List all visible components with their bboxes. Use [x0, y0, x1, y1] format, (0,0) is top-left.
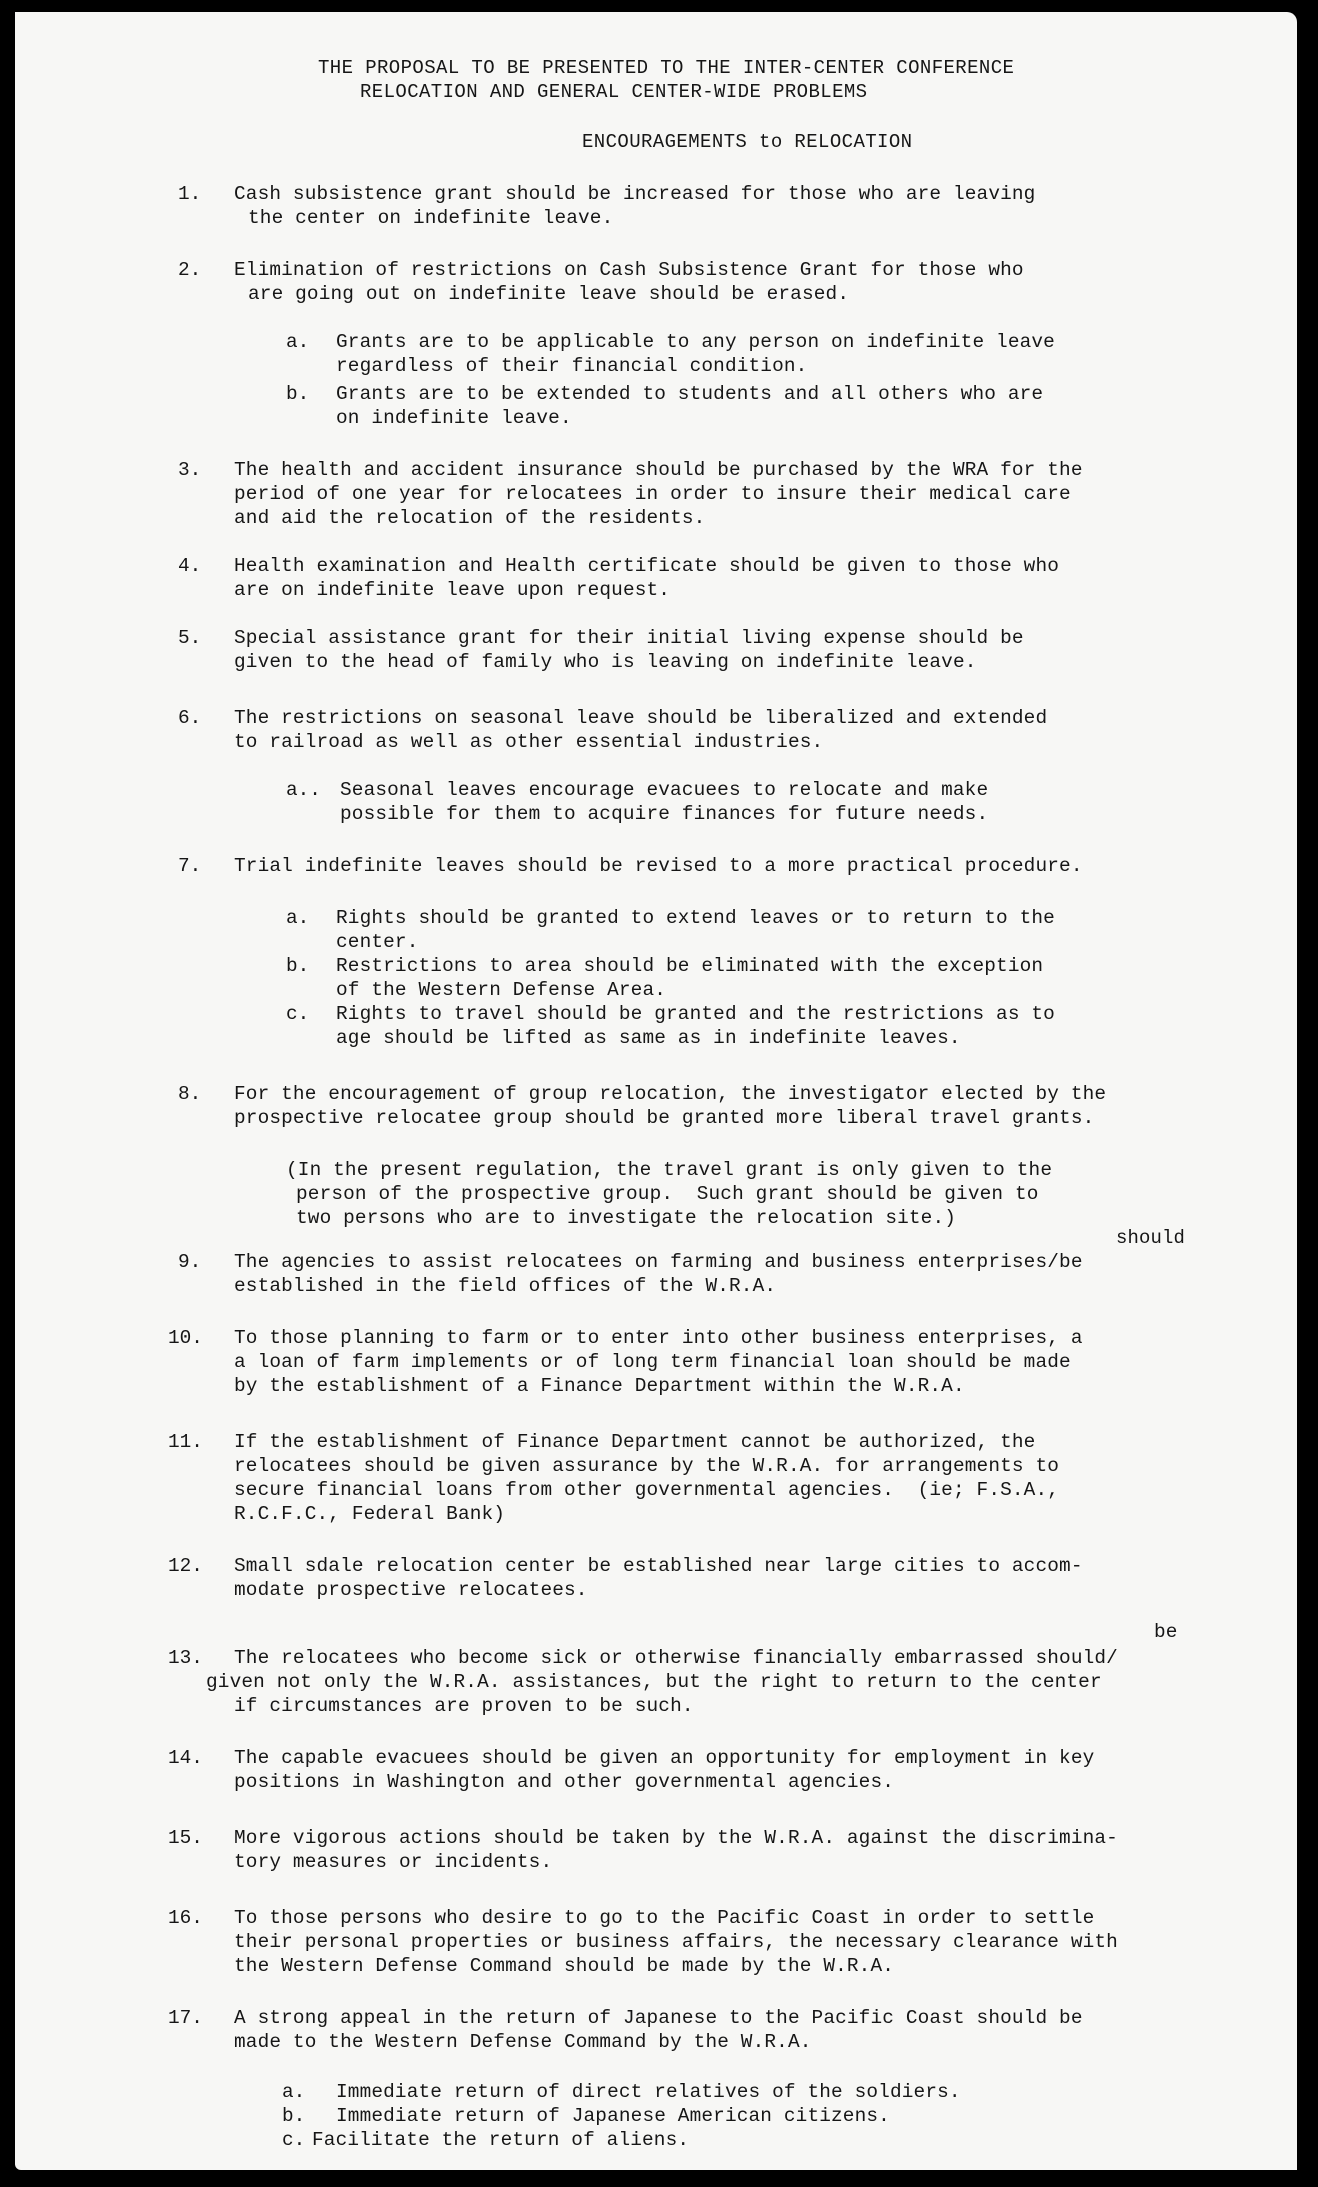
item-text-line: The agencies to assist relocatees on farming and business enterprises/be [234, 1251, 1083, 1273]
sub-item-text-line: of the Western Defense Area. [336, 979, 667, 1001]
sub-item-label: a. [286, 907, 310, 929]
sub-item-text-line: Restrictions to area should be eliminated with the exception [336, 955, 1044, 977]
sub-item-label: c. [286, 1003, 310, 1025]
document-title-line-1: THE PROPOSAL TO BE PRESENTED TO THE INTER-CENTER CONFERENCE [318, 57, 1015, 79]
item-text-line: given not only the W.R.A. assistances, but the right to return to the center [206, 1671, 1102, 1693]
item-text-line: More vigorous actions should be taken by the W.R.A. against the discrimina- [234, 1827, 1118, 1849]
item-text-line: period of one year for relocatees in order to insure their medical care [234, 483, 1071, 505]
sub-item-label: a. [286, 331, 310, 353]
item-text-line: Special assistance grant for their initial living expense should be [234, 627, 1024, 649]
item-text-line: positions in Washington and other governmental agencies. [234, 1771, 895, 1793]
section-heading: ENCOURAGEMENTS to RELOCATION [582, 131, 913, 153]
item-text-line: Trial indefinite leaves should be revised to a more practical procedure. [234, 855, 1083, 877]
sub-item-text-line: possible for them to acquire finances for future needs. [340, 803, 989, 825]
item-note-line: two persons who are to investigate the relocation site.) [296, 1207, 957, 1229]
item-text-line: For the encouragement of group relocation, the investigator elected by the [234, 1083, 1107, 1105]
item-number: 9. [178, 1251, 202, 1273]
item-text-line: are on indefinite leave upon request. [234, 579, 671, 601]
item-text-line: given to the head of family who is leaving on indefinite leave. [234, 651, 977, 673]
sub-item-text-line: on indefinite leave. [336, 407, 572, 429]
item-number: 14. [168, 1747, 203, 1769]
item-text-line: Health examination and Health certificate should be given to those who [234, 555, 1060, 577]
item-text-line: a loan of farm implements or of long term financial loan should be made [234, 1351, 1071, 1373]
item-number: 12. [168, 1555, 203, 1577]
sub-item-label: c. [282, 2129, 306, 2151]
item-number: 4. [178, 555, 202, 577]
item-text-line: relocatees should be given assurance by the W.R.A. for arrangements to [234, 1455, 1060, 1477]
item-text-line: secure financial loans from other governmental agencies. (ie; F.S.A., [234, 1479, 1060, 1501]
item-text-line: The restrictions on seasonal leave should be liberalized and extended [234, 707, 1048, 729]
sub-item-text-line: center. [336, 931, 419, 953]
item-text-line: The capable evacuees should be given an opportunity for employment in key [234, 1747, 1095, 1769]
sub-item-label: a. [282, 2081, 306, 2103]
sub-item-label: a.. [286, 779, 321, 801]
sub-item-text-line: Facilitate the return of aliens. [312, 2129, 690, 2151]
item-text-line: The health and accident insurance should be purchased by the WRA for the [234, 459, 1083, 481]
sub-item-label: b. [286, 955, 310, 977]
sub-item-text-line: Immediate return of Japanese American citizens. [336, 2105, 890, 2127]
item-number: 8. [178, 1083, 202, 1105]
item-text-line: R.C.F.C., Federal Bank) [234, 1503, 506, 1525]
item-number: 3. [178, 459, 202, 481]
item-text-line: If the establishment of Finance Department cannot be authorized, the [234, 1431, 1036, 1453]
item-text-line: established in the field offices of the W.R.A. [234, 1275, 777, 1297]
item-number: 1. [178, 183, 202, 205]
item-text-line: are going out on indefinite leave should be erased. [248, 283, 850, 305]
sub-item-text-line: Grants are to be extended to students and all others who are [336, 383, 1044, 405]
item-text-line: if circumstances are proven to be such. [234, 1695, 694, 1717]
sub-item-label: b. [286, 383, 310, 405]
handwritten-insertion: be [1154, 1621, 1178, 1643]
item-text-line: To those persons who desire to go to the Pacific Coast in order to settle [234, 1907, 1095, 1929]
item-number: 6. [178, 707, 202, 729]
document-title-line-2: RELOCATION AND GENERAL CENTER-WIDE PROBLEMS [360, 81, 868, 103]
handwritten-insertion: should [1116, 1227, 1186, 1249]
item-number: 11. [168, 1431, 203, 1453]
sub-item-label: b. [282, 2105, 306, 2127]
item-number: 7. [178, 855, 202, 877]
item-number: 13. [168, 1647, 203, 1669]
item-text-line: made to the Western Defense Command by the W.R.A. [234, 2031, 812, 2053]
item-text-line: Small sdale relocation center be established near large cities to accom- [234, 1555, 1083, 1577]
item-note-line: person of the prospective group. Such grant should be given to [296, 1183, 1039, 1205]
sub-item-text-line: Rights should be granted to extend leaves or to return to the [336, 907, 1055, 929]
item-text-line: their personal properties or business affairs, the necessary clearance with [234, 1931, 1118, 1953]
item-text-line: A strong appeal in the return of Japanese to the Pacific Coast should be [234, 2007, 1083, 2029]
sub-item-text-line: age should be lifted as same as in indefinite leaves. [336, 1027, 961, 1049]
item-text-line: the center on indefinite leave. [248, 207, 614, 229]
item-number: 16. [168, 1907, 203, 1929]
item-number: 5. [178, 627, 202, 649]
item-text-line: The relocatees who become sick or otherwise financially embarrassed should/ [234, 1647, 1118, 1669]
sub-item-text-line: Rights to travel should be granted and the restrictions as to [336, 1003, 1055, 1025]
item-text-line: the Western Defense Command should be made by the W.R.A. [234, 1955, 895, 1977]
sub-item-text-line: Seasonal leaves encourage evacuees to relocate and make [340, 779, 989, 801]
item-number: 15. [168, 1827, 203, 1849]
item-text-line: to railroad as well as other essential industries. [234, 731, 824, 753]
item-number: 17. [168, 2007, 203, 2029]
sub-item-text-line: regardless of their financial condition. [336, 355, 808, 377]
sub-item-text-line: Immediate return of direct relatives of the soldiers. [336, 2081, 961, 2103]
item-number: 10. [168, 1327, 203, 1349]
item-text-line: tory measures or incidents. [234, 1851, 553, 1873]
item-text-line: and aid the relocation of the residents. [234, 507, 706, 529]
item-text-line: modate prospective relocatees. [234, 1579, 588, 1601]
item-text-line: Elimination of restrictions on Cash Subsistence Grant for those who [234, 259, 1024, 281]
item-note-line: (In the present regulation, the travel grant is only given to the [286, 1159, 1053, 1181]
item-text-line: prospective relocatee group should be granted more liberal travel grants. [234, 1107, 1095, 1129]
item-number: 2. [178, 259, 202, 281]
sub-item-text-line: Grants are to be applicable to any person on indefinite leave [336, 331, 1055, 353]
item-text-line: To those planning to farm or to enter into other business enterprises, a [234, 1327, 1083, 1349]
item-text-line: Cash subsistence grant should be increased for those who are leaving [234, 183, 1036, 205]
item-text-line: by the establishment of a Finance Department within the W.R.A. [234, 1375, 965, 1397]
